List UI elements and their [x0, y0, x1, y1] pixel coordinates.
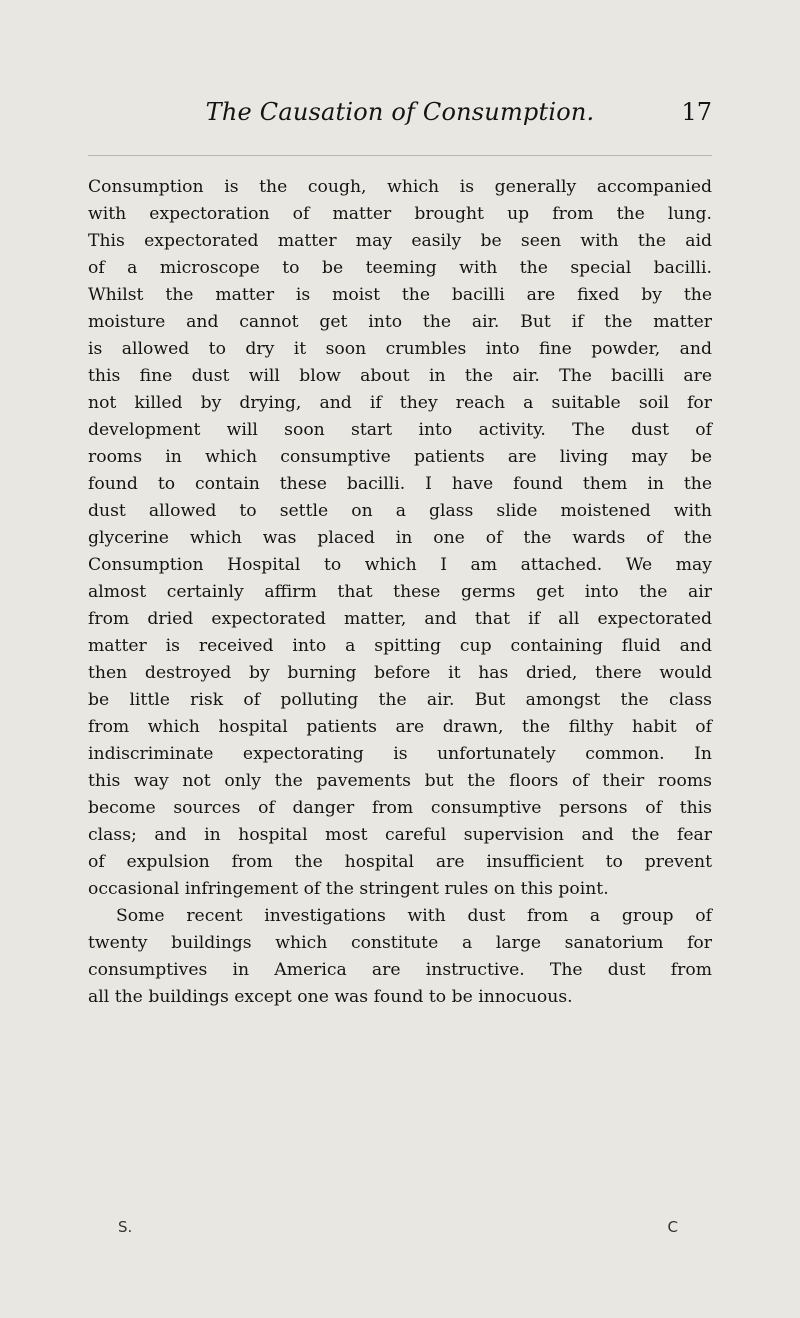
text-line: of a microscope to be teeming with the special bacilli.: [88, 258, 712, 278]
text-line: twenty buildings which constitute a large sanatorium for: [88, 933, 712, 953]
text-line: indiscriminate expectorating is unfortunately common. In: [88, 744, 712, 764]
text-line: Consumption Hospital to which I am attached. We may: [88, 555, 712, 575]
text-line: be little risk of polluting the air. But amongst the class: [88, 690, 712, 710]
page-number: 17: [681, 98, 712, 126]
text-line: rooms in which consumptive patients are living may be: [88, 447, 712, 467]
text-line: moisture and cannot get into the air. But if the matter: [88, 312, 712, 332]
signature-right: C: [667, 1218, 678, 1236]
text-line: development will soon start into activity. The dust of: [88, 420, 712, 440]
text-line: dust allowed to settle on a glass slide moistened with: [88, 501, 712, 521]
text-line: of expulsion from the hospital are insufficient to prevent: [88, 852, 712, 872]
text-line: then destroyed by burning before it has dried, there would: [88, 663, 712, 683]
text-line: Consumption is the cough, which is generally accompanied: [88, 177, 712, 197]
text-line: all the buildings except one was found to be innocuous.: [88, 987, 573, 1007]
text-line: class; and in hospital most careful supervision and the fear: [88, 825, 712, 845]
text-line: this way not only the pavements but the floors of their rooms: [88, 771, 712, 791]
text-line: not killed by drying, and if they reach a suitable soil for: [88, 393, 712, 413]
text-line: found to contain these bacilli. I have found them in the: [88, 474, 712, 494]
text-line: this fine dust will blow about in the air. The bacilli are: [88, 366, 712, 386]
text-line: Some recent investigations with dust from a group of: [116, 906, 712, 926]
text-line: is allowed to dry it soon crumbles into fine powder, and: [88, 339, 712, 359]
text-line: from dried expectorated matter, and that if all expectorated: [88, 609, 712, 629]
text-line: from which hospital patients are drawn, the filthy habit of: [88, 717, 712, 737]
text-line: with expectoration of matter brought up from the lung.: [88, 204, 712, 224]
text-line: matter is received into a spitting cup containing fluid and: [88, 636, 712, 656]
signature-mark: [118, 1218, 678, 1246]
text-line: occasional infringement of the stringent rules on this point.: [88, 879, 609, 899]
text-line: This expectorated matter may easily be seen with the aid: [88, 231, 712, 251]
signature-left: S.: [118, 1218, 133, 1236]
running-title: The Causation of Consumption.: [205, 98, 595, 126]
text-line: Whilst the matter is moist the bacilli are fixed by the: [88, 285, 712, 305]
text-line: almost certainly affirm that these germs get into the air: [88, 582, 712, 602]
running-head: [88, 92, 712, 132]
text-line: consumptives in America are instructive. The dust from: [88, 960, 712, 980]
text-line: glycerine which was placed in one of the wards of the: [88, 528, 712, 548]
header-rule: [88, 155, 712, 156]
body-text: [88, 174, 712, 1011]
text-line: become sources of danger from consumptive persons of this: [88, 798, 712, 818]
